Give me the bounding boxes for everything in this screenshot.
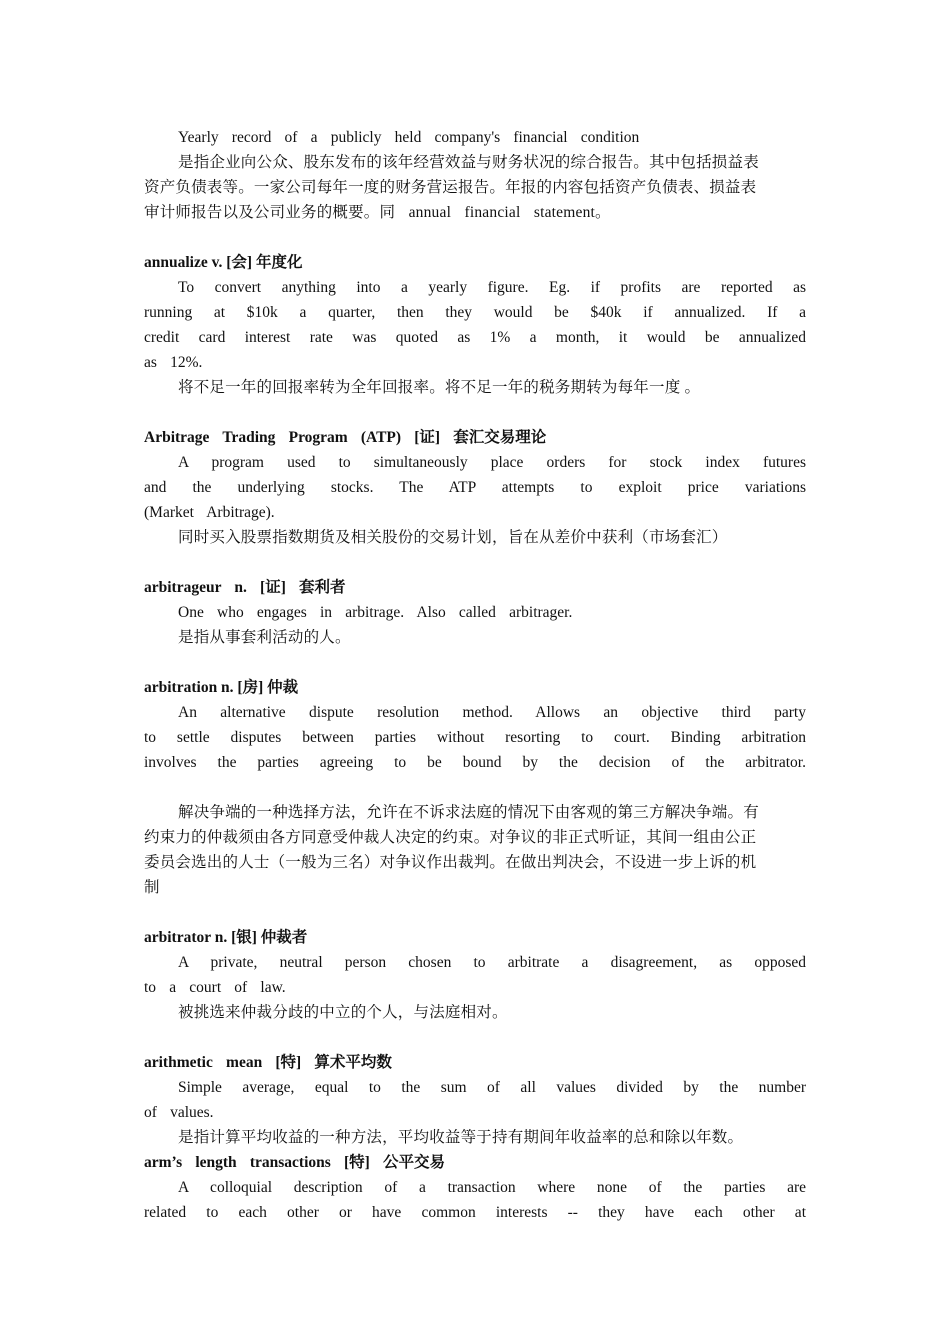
entry-definition-en: Yearly record of a publicly held company's financial condition xyxy=(178,129,640,146)
entry-definition-zh: 是指企业向公众、股东发布的该年经营效益与财务状况的综合报告。其中包括损益表 xyxy=(178,154,759,171)
entry-arbitrator xyxy=(144,925,806,1025)
entry-definition-en: to a court of law. xyxy=(144,979,286,996)
entry-definition-en: An alternative dispute resolution method. Allows an objective third party xyxy=(178,704,806,721)
entry-definition-en: as 12%. xyxy=(144,354,203,371)
entry-arbitrage-trading-program xyxy=(144,425,806,550)
entry-term: arbitrageur n. [证] 套利者 xyxy=(144,579,346,596)
entry-definition-zh: 约束力的仲裁须由各方同意受仲裁人决定的约束。对争议的非正式听证，其间一组由公正 xyxy=(144,829,757,846)
entry-term: arm’s length transactions [特] 公平交易 xyxy=(144,1154,445,1171)
entry-arms-length-transactions xyxy=(144,1150,806,1225)
entry-annualize xyxy=(144,250,806,400)
entry-definition-en: A program used to simultaneously place orders for stock index futures xyxy=(178,454,806,471)
entry-definition-en: and the underlying stocks. The ATP attempts to exploit price variations xyxy=(144,479,806,496)
entry-definition-en: One who engages in arbitrage. Also called arbitrager. xyxy=(178,604,573,621)
entry-definition-zh: 资产负债表等。一家公司每年一度的财务营运报告。年报的内容包括资产负债表、损益表 xyxy=(144,179,757,196)
entry-definition-zh: 是指从事套利活动的人。 xyxy=(178,629,351,646)
entry-definition-zh: 审计师报告以及公司业务的概要。同 annual financial statement。 xyxy=(144,204,611,221)
entry-term: arbitration n. [房] 仲裁 xyxy=(144,679,299,696)
entry-arithmetic-mean xyxy=(144,1050,806,1150)
entry-arbitrageur xyxy=(144,575,806,650)
entry-arbitration xyxy=(144,675,806,900)
entry-definition-zh: 委员会选出的人士（一般为三名）对争议作出裁判。在做出判决会，不设进一步上诉的机 xyxy=(144,854,757,871)
entry-definition-en: running at $10k a quarter, then they would be $40k if annualized. If a xyxy=(144,304,806,321)
entry-annual-report xyxy=(144,125,806,225)
entry-definition-zh: 被挑选来仲裁分歧的中立的个人，与法庭相对。 xyxy=(178,1004,508,1021)
entry-definition-en: To convert anything into a yearly figure. Eg. if profits are reported as xyxy=(178,279,806,296)
entry-definition-en: involves the parties agreeing to be bound by the decision of the arbitrator. xyxy=(144,754,806,771)
entry-definition-en: to settle disputes between parties without resorting to court. Binding arbitration xyxy=(144,729,806,746)
entry-definition-en: A private, neutral person chosen to arbitrate a disagreement, as opposed xyxy=(178,954,806,971)
entry-definition-en: related to each other or have common interests -- they have each other at xyxy=(144,1204,806,1221)
entry-definition-zh: 同时买入股票指数期货及相关股份的交易计划，旨在从差价中获利（市场套汇） xyxy=(178,529,728,546)
entry-definition-en: A colloquial description of a transaction where none of the parties are xyxy=(178,1179,806,1196)
entry-definition-zh: 解决争端的一种选择方法，允许在不诉求法庭的情况下由客观的第三方解决争端。有 xyxy=(178,804,759,821)
entry-definition-en: of values. xyxy=(144,1104,214,1121)
entry-definition-zh: 将不足一年的回报率转为全年回报率。将不足一年的税务期转为每年一度 。 xyxy=(178,379,701,396)
entry-term: Arbitrage Trading Program (ATP) [证] 套汇交易理论 xyxy=(144,429,547,446)
entry-definition-en: Simple average, equal to the sum of all values divided by the number xyxy=(178,1079,806,1096)
entry-definition-zh: 是指计算平均收益的一种方法，平均收益等于持有期间年收益率的总和除以年数。 xyxy=(178,1129,744,1146)
entry-term: arithmetic mean [特] 算术平均数 xyxy=(144,1054,392,1071)
entry-definition-zh: 制 xyxy=(144,879,160,896)
entry-term: annualize v. [会] 年度化 xyxy=(144,254,303,271)
entry-definition-en: credit card interest rate was quoted as 1% a month, it would be annualized xyxy=(144,329,806,346)
glossary-column xyxy=(144,125,806,1225)
entry-term: arbitrator n. [银] 仲裁者 xyxy=(144,929,308,946)
entry-definition-en: (Market Arbitrage). xyxy=(144,504,275,521)
